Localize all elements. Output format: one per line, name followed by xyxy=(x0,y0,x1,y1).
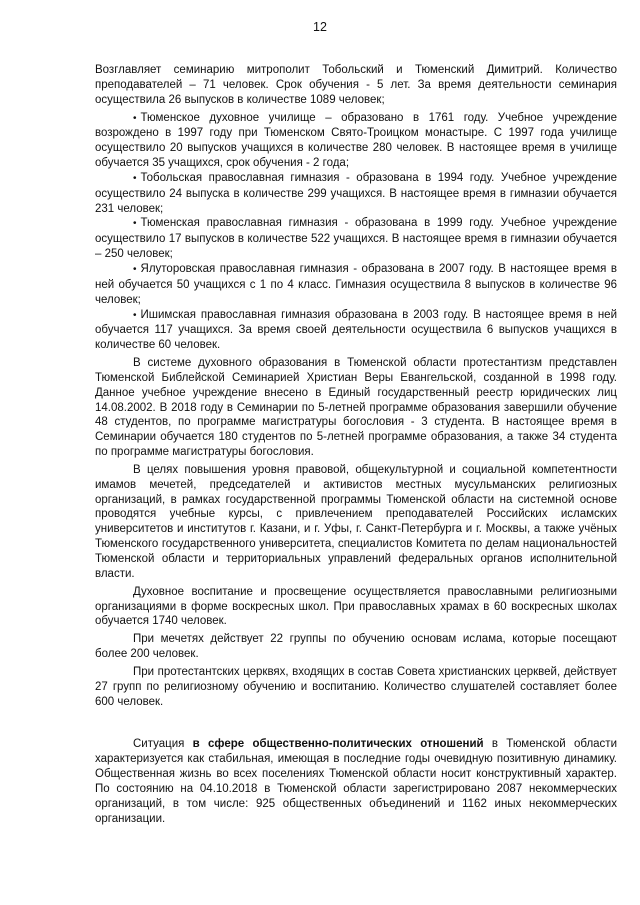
bullet-text: Тобольская православная гимназия - образована в 1994 году. Учебное учреждение осуществило 24 выпуска в количестве 299 учащихся. В настоящее время в гимназии обучается 231 человек; xyxy=(95,171,617,215)
bullet-item-tyumen-college xyxy=(95,111,617,171)
bullet-icon: • xyxy=(133,112,137,124)
text-run: Ситуация xyxy=(133,738,193,751)
bullet-text: Ялуторовская православная гимназия - образована в 2007 году. В настоящее время в ней обучается 50 учащихся с 1 по 4 класс. Гимназия осуществила 8 выпусков в количестве 96 человек; xyxy=(95,262,617,306)
paragraph-sunday-schools: Духовное воспитание и просвещение осуществляется православными религиозными организациями в форме воскресных школ. При православных храмах в 60 воскресных школах обучается 1740 человек. xyxy=(95,585,617,628)
bullet-item-ishim-gymnasium xyxy=(95,308,617,354)
bullet-icon: • xyxy=(133,218,137,230)
bullet-icon: • xyxy=(133,309,137,321)
bullet-icon: • xyxy=(133,263,137,275)
bullet-item-tobolsk-gymnasium xyxy=(95,171,617,217)
bullet-text: Ишимская православная гимназия образована в 2003 году. В настоящее время в ней обучается 117 учащихся. За время своей деятельности осуществила 6 выпусков учащихся в количестве 60 человек. xyxy=(95,308,617,352)
text-run: в Тюменской области характеризуется как стабильная, имеющая в последние годы очевидную позитивную динамику. Общественная жизнь во всех поселениях Тюменской области носит конструктивный характер. По состоянию на 04.10.2018 в Тюменской области зарегистрировано 2087 некоммерческих организаций, в том числе: 925 общественных объединений и 1162 иных некоммерческих организации. xyxy=(95,738,617,825)
paragraph-mosque-groups: При мечетях действует 22 группы по обучению основам ислама, которые посещают более 200 человек. xyxy=(95,633,617,661)
bold-text-run: в сфере общественно-политических отношений xyxy=(192,738,484,751)
paragraph-protestant-seminary: В системе духовного образования в Тюменской области протестантизм представлен Тюменской Библейской Семинарией Христиан Веры Евангельской, созданной в 1998 году. Данное учебное учреждение внесено в Единый государственный реестр юридических лиц 14.08.2002. В 2018 году в Семинарии по 5-летней программе образования завершили обучение 48 студентов, по программе магистратуры богословия - 3 студента. В настоящее время в Семинарии обучается 180 студентов по 5-летней программе образования, а также 34 студента по программе магистратуры богословия. xyxy=(95,357,617,459)
bullet-text: Тюменское духовное училище – образовано в 1761 году. Учебное учреждение возрождено в 1997 году при Тюменском Свято-Троицком монастыре. С 1997 года училище осуществило 20 выпусков учащихся в количестве 280 человек. В настоящее время в училище обучается 35 учащихся, срок обучения - 2 года; xyxy=(95,111,617,170)
paragraph-public-political xyxy=(95,737,617,826)
bullet-item-yalutorovsk-gymnasium xyxy=(95,262,617,308)
paragraph-protestant-groups: При протестантских церквях, входящих в состав Совета христианских церквей, действует 27 групп по религиозному обучению и воспитанию. Количество слушателей составляет более 600 человек. xyxy=(95,665,617,708)
paragraph-seminary-leadership: Возглавляет семинарию митрополит Тобольский и Тюменский Димитрий. Количество преподавателей – 71 человек. Срок обучения - 5 лет. За время деятельности семинария осуществила 26 выпусков в количестве 1089 человек; xyxy=(95,64,617,106)
bullet-item-tyumen-gymnasium xyxy=(95,216,617,262)
paragraph-islamic-courses: В целях повышения уровня правовой, общекультурной и социальной компетентности имамов мечетей, председателей и активистов местных мусульманских религиозных организаций, в рамках государственной программы Тюменской области на системной основе проводятся учебные курсы, с привлечением преподавателей Российских исламских университетов и институтов г. Казани, и г. Уфы, г. Санкт-Петербурга и г. Москвы, а также учёных Тюменского государственного университета, специалистов Комитета по делам национальностей Тюменской области и территориальных управлений федеральных органов исполнительной власти. xyxy=(95,463,617,580)
bullet-icon: • xyxy=(133,172,137,184)
page-number: 12 xyxy=(313,20,327,34)
document-body xyxy=(95,63,617,827)
bullet-text: Тюменская православная гимназия - образована в 1999 году. Учебное учреждение осуществило 17 выпусков в количестве 522 учащихся. В настоящее время в гимназии обучается – 250 человек; xyxy=(95,217,617,261)
